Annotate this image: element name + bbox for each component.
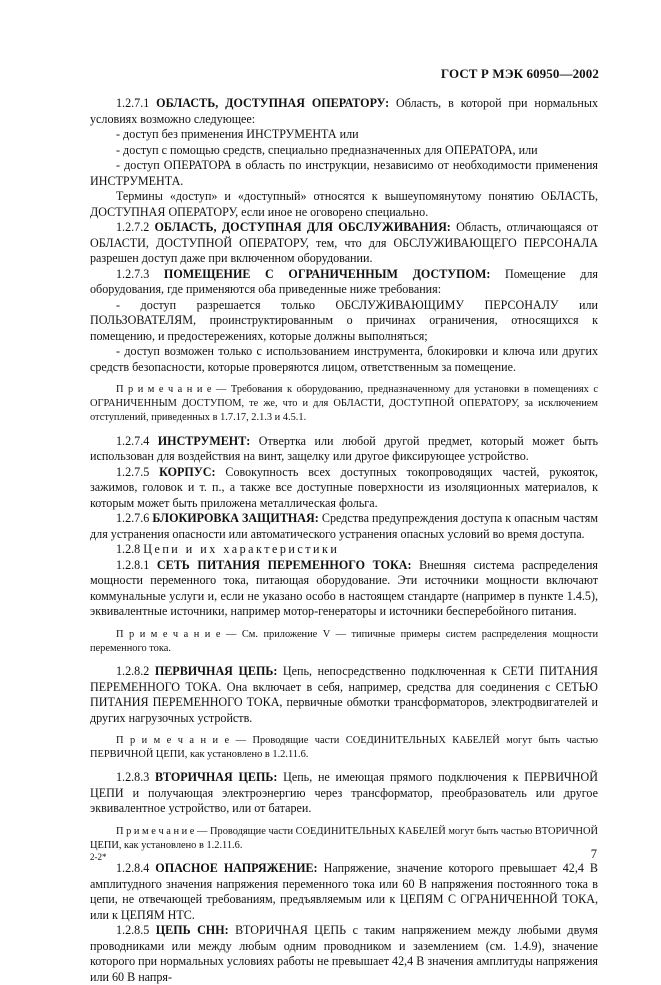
definition: Напряжение, значение которого превышает 42,4 В амплитудного значения напряжения переменного тока или 60 В напряжения постоянного тока в цепи, не отвечающей требованиям, предъявляемым или к ЦЕПЯМ С ОГРАНИЧЕННОЙ ТОКА, или к ЦЕПЯМ НТС. (90, 861, 598, 922)
print-mark: 2-2* (90, 852, 107, 862)
clause-number: 1.2.7.5 (116, 464, 150, 479)
definition: Отвертка или любой другой предмет, который может быть использован для воздействия на винт, защелку или другое фиксирующее устройство. (90, 433, 598, 464)
definition: Цепь, непосредственно подключенная к СЕТИ ПИТАНИЯ ПЕРЕМЕННОГО ТОКА. Она включает в себя, например, средства для соединения с СЕТЬЮ ПИТАНИЯ ПЕРЕМЕННОГО ТОКА, первичные обмотки трансформаторов, электродвигателей и других нагрузочных устройств. (90, 664, 598, 725)
clause-1-2-8-4 (90, 861, 598, 923)
definition: Помещение для оборудования, где применяются оба приведенные ниже требования: (90, 266, 598, 296)
clause-1-2-7-4 (90, 434, 598, 465)
clause-1-2-8-1 (90, 558, 598, 620)
clause-1-2-7-3 (90, 267, 598, 298)
definition: Средства предупреждения доступа к опасным частям для устранения опасности или автоматического устранения опасных условий во время доступа. (90, 511, 598, 541)
document-header: ГОСТ Р МЭК 60950—2002 (440, 66, 599, 81)
definition: Цепь, не имеющая прямого подключения к ПЕРВИЧНОЙ ЦЕПИ и получающая электроэнергию через трансформатор, преобразователь или другое эквивалентное устройство, или от батареи. (90, 770, 598, 816)
term: БЛОКИРОВКА ЗАЩИТНАЯ: (152, 511, 319, 526)
document-body (90, 96, 598, 985)
list-item: - доступ возможен только с использованием инструмента, блокировки и ключа или других средств безопасности, которые проверяются лицом, ответственным за помещение. (90, 344, 598, 374)
clause-1-2-7-2 (90, 220, 598, 267)
term: СЕТЬ ПИТАНИЯ ПЕРЕМЕННОГО ТОКА: (156, 557, 412, 572)
term: ОБЛАСТЬ, ДОСТУПНАЯ ОПЕРАТОРУ: (156, 96, 390, 110)
clause-number: 1.2.8.4 (116, 861, 150, 876)
list-item: - доступ без применения ИНСТРУМЕНТА или (116, 127, 359, 141)
definition: Совокупность всех доступных токопроводящих частей, рукояток, зажимов, головок и т. п., а также все доступные поверхности из изоляционных материалов, к которым может быть приложена металлическая фольга. (90, 464, 598, 510)
clause-number: 1.2.7.3 (116, 266, 150, 281)
note (90, 383, 598, 426)
definition: Внешняя система распределения мощности переменного тока, питающая оборудование. Эти источники мощности включают коммунальные услуги и, если не указано особо в настоящем стандарте (например в пункте 1.4.5), эквивалентные источники, например мотор-генераторы и источники бесперебойного питания. (90, 557, 598, 619)
note-text: — Требования к оборудованию, предназначенному для установки в помещениях с ОГРАНИЧЕННЫМ ДОСТУПОМ, те же, что и для ОБЛАСТИ, ДОСТУПНОЙ ОПЕРАТОРУ, за исключением отступлений, приведенных в 1.7.17, 2.1.3 и 4.5.1. (90, 384, 598, 424)
term: ПОМЕЩЕНИЕ С ОГРАНИЧЕННЫМ ДОСТУПОМ: (163, 266, 491, 281)
list-item: - доступ с помощью средств, специально предназначенных для ОПЕРАТОРА, или (116, 142, 538, 157)
clause-number: 1.2.7.6 (116, 511, 150, 526)
clause-number: 1.2.8.1 (116, 557, 150, 572)
section-heading (90, 542, 598, 558)
term: ЦЕПЬ СНН: (155, 923, 229, 938)
definition: ВТОРИЧНАЯ ЦЕПЬ с таким напряжением между любыми двумя проводниками или между любым одним проводником и заземлением (см. 1.4.9), значение которого при нормальных условиях работы не превышает 42,4 В значения амплитуды напряжения или 60 В напря- (90, 923, 598, 984)
clause-number: 1.2.7.2 (116, 220, 150, 234)
clause-1-2-7-5 (90, 465, 598, 512)
note (90, 734, 598, 762)
term: ОБЛАСТЬ, ДОСТУПНАЯ ДЛЯ ОБСЛУЖИВАНИЯ: (154, 220, 451, 234)
clause-1-2-8-2 (90, 664, 598, 726)
paragraph: Термины «доступ» и «доступный» относятся к вышеупомянутому понятию ОБЛАСТЬ, ДОСТУПНАЯ ОПЕРАТОРУ, если иное не оговорено специально. (90, 189, 598, 219)
term: ПЕРВИЧНАЯ ЦЕПЬ: (154, 664, 278, 679)
page-number: 7 (590, 847, 597, 861)
note-text: — Проводящие части СОЕДИНИТЕЛЬНЫХ КАБЕЛЕЙ могут быть частью ПЕРВИЧНОЙ ЦЕПИ, как установлено в 1.2.11.6. (90, 735, 598, 761)
clause-number: 1.2.7.4 (116, 433, 150, 448)
term: ОПАСНОЕ НАПРЯЖЕНИЕ: (155, 861, 318, 876)
term: ВТОРИЧНАЯ ЦЕПЬ: (155, 770, 278, 785)
definition: Область, отличающаяся от ОБЛАСТИ, ДОСТУПНОЙ ОПЕРАТОРУ, тем, что для ОБСЛУЖИВАЮЩЕГО ПЕРСОНАЛА разрешен доступ даже при включенном оборудовании. (90, 220, 598, 265)
clause-1-2-7-6 (90, 511, 598, 542)
list-item: - доступ ОПЕРАТОРА в область по инструкции, независимо от необходимости применения ИНСТРУМЕНТА. (90, 158, 598, 188)
note-label: П р и м е ч а н и е (116, 628, 221, 640)
note-label: П р и м е ч а н и е (116, 735, 230, 747)
term: КОРПУС: (159, 464, 216, 479)
clause-number: 1.2.8.3 (116, 770, 150, 785)
section-title: Цепи и их характеристики (143, 542, 340, 557)
clause-1-2-8-5 (90, 923, 598, 985)
clause-1-2-7-1 (90, 96, 598, 127)
list-item: - доступ разрешается только ОБСЛУЖИВАЮЩИМУ ПЕРСОНАЛУ или ПОЛЬЗОВАТЕЛЯМ, проинструктированным о причинах ограничения, относящихся к помещению, и предостережениях, которые должны выполняться; (90, 297, 598, 343)
note-text: — См. приложение V — типичные примеры систем распределения мощности переменного тока. (90, 628, 598, 654)
note (90, 628, 598, 656)
clause-number: 1.2.8.2 (116, 664, 150, 679)
note-text: — Проводящие части СОЕДИНИТЕЛЬНЫХ КАБЕЛЕЙ могут быть частью ВТОРИЧНОЙ ЦЕПИ, как установлено в 1.2.11.6. (90, 825, 598, 852)
term: ИНСТРУМЕНТ: (157, 433, 251, 448)
clause-1-2-8-3 (90, 770, 598, 817)
note (90, 825, 598, 853)
definition: Область, в которой при нормальных условиях возможно следующее: (90, 96, 598, 126)
section-number: 1.2.8 (116, 542, 141, 557)
clause-number: 1.2.8.5 (116, 923, 150, 938)
clause-number: 1.2.7.1 (116, 96, 150, 110)
note-label: П р и м е ч а н и е (116, 384, 212, 395)
note-label: П р и м е ч а н и е (116, 825, 195, 837)
